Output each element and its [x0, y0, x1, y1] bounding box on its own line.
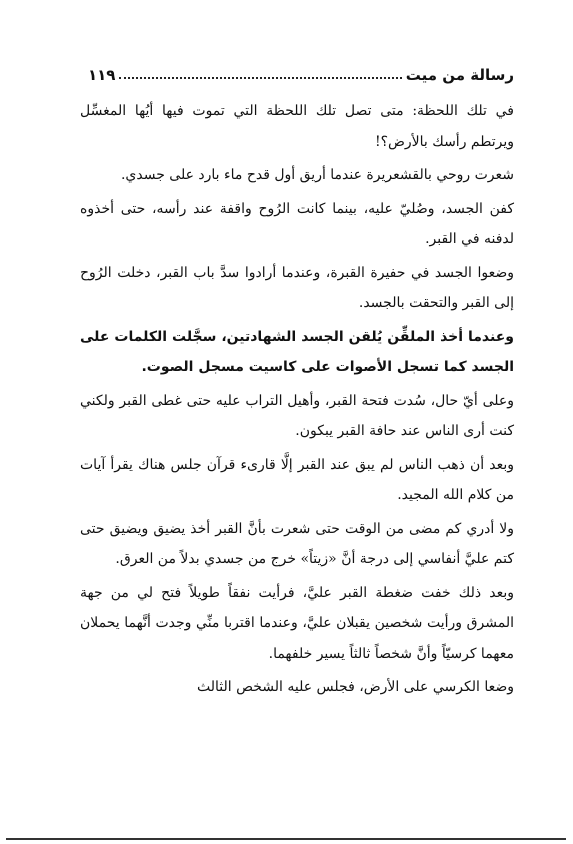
paragraph: شعرت روحي بالقشعريرة عندما أريق أول قدح ماء بارد على جسدي. [120, 167, 514, 183]
paragraph: وعلى أيّ حال، سُدت فتحة القبر، وأهيل التراب عليه حتى غطى القبر ولكني كنت أرى الناس عند حافة القبر يبكون. [80, 392, 514, 439]
chapter-title: رسالة من ميت [405, 66, 514, 84]
paragraph: في تلك اللحظة: متى تصل تلك اللحظة التي تموت فيها أيُها المغسِّل ويرتطم رأسك بالأرض؟! [80, 103, 514, 150]
page-bottom-rule [6, 838, 566, 840]
paragraph: ولا أدري كم مضى من الوقت حتى شعرت بأنَّ القبر أخذ يضيق ويضيق حتى كتم عليَّ أنفاسي إلى درجة أنَّ «زيتاً» خرج من جسدي بدلاً من العرق. [80, 520, 514, 567]
dotted-leader [119, 76, 401, 79]
paragraph: كفن الجسد، وصُليّ عليه، بينما كانت الرُوح واقفة عند رأسه، حتى أخذوه لدفنه في القبر. [80, 200, 514, 247]
paragraph: وضعوا الجسد في حفيرة القبرة، وعندما أرادوا سدَّ باب القبر، دخلت الرُوح إلى القبر والتحقت بالجسد. [80, 264, 514, 311]
page-number: ١١٩ [88, 66, 116, 84]
running-header [88, 58, 514, 84]
paragraph-bold: وعندما أخذ الملقِّن يُلقن الجسد الشهادتين، سجَّلت الكلمات على الجسد كما تسجل الأصوات على كاسيت مسجل الصوت. [80, 328, 514, 375]
paragraph: وبعد ذلك خفت ضغطة القبر عليَّ، فرأيت نفقاً طويلاً فتح لي من جهة المشرق ورأيت شخصين يقبلان عليَّ، وعندما اقتربا منِّي وجدت أنَّهما يحملان معهما كرسيّاً وأنَّ شخصاً ثالثاً يسير خلفهما. [80, 584, 514, 662]
paragraph: وضعا الكرسي على الأرض، فجلس عليه الشخص الثالث [197, 679, 514, 695]
paragraph: وبعد أن ذهب الناس لم يبق عند القبر إلَّا قارىء قرآن جلس هناك يقرأ آيات من كلام الله المجيد. [80, 456, 514, 503]
body-text [80, 96, 514, 706]
